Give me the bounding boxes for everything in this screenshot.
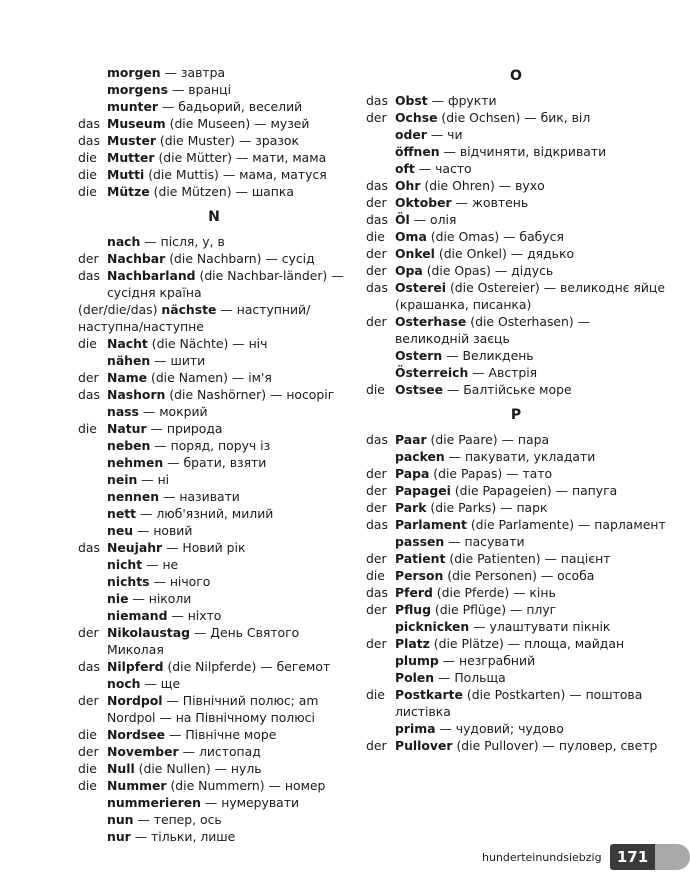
entry-translation: — чудовий; чудово [435,721,564,736]
entry-translation: — Балтійське море [443,382,572,397]
entry-article: die [366,568,385,583]
entry-translation: (die Opas) — дідусь [422,263,554,278]
entry-article: die [78,167,97,182]
entry-headword: Polen [395,670,435,685]
entry-translation: (die Ohren) — вухо [420,178,545,193]
dictionary-entry [366,516,666,533]
entry-headword: prima [395,721,436,736]
entry-translation: — новий [133,523,193,538]
entry-headword: Person [395,568,444,583]
entry-translation: (die Namen) — ім'я [147,370,272,385]
page-number-words: hunderteinundsiebzig [482,851,602,864]
dictionary-entry [366,279,666,313]
entry-translation: — Новий рік [162,540,246,555]
entry-headword: nein [107,472,138,487]
entry-headword: Onkel [395,246,435,261]
dictionary-entry [78,726,350,743]
dictionary-entry [366,160,666,177]
dictionary-entry [78,352,350,369]
entry-headword: Ochse [395,110,438,125]
entry-translation: — мокрий [138,404,208,419]
dictionary-entry [78,183,350,200]
entry-headword: Nummer [107,778,167,793]
dictionary-entry [78,301,350,335]
entry-headword: Mutter [107,150,155,165]
entry-translation: (die Osterhasen) — великодній заєць [395,314,591,346]
dictionary-entry [78,539,350,556]
dictionary-entry [78,760,350,777]
entry-article: das [366,93,388,108]
entry-article: der [366,263,387,278]
section-letter-heading: N [208,209,220,225]
entry-translation: (die Pullover) — пуловер, светр [452,738,658,753]
entry-translation: — листопад [178,744,261,759]
entry-translation: (die Ostereier) — великоднє яйце (крашанка, писанка) [395,280,665,312]
entry-translation: — шити [150,353,206,368]
entry-translation: (die Mützen) — шапка [149,184,294,199]
entry-translation: — бадьорий, веселий [158,99,303,114]
page-number: 171 [610,844,655,870]
entry-headword: Parlament [395,517,467,532]
entry-translation: (die Ochsen) — бик, віл [437,110,591,125]
entry-translation: — завтра [160,65,226,80]
entry-headword: Nilpferd [107,659,164,674]
entry-headword: Osterei [395,280,446,295]
entry-article: das [78,268,100,283]
entry-headword: Nordpol [107,693,163,708]
dictionary-entry [366,567,666,584]
entry-headword: Osterhase [395,314,467,329]
entry-headword: Opa [395,263,423,278]
entry-headword: nie [107,591,129,606]
entry-headword: Obst [395,93,428,108]
entry-headword: Platz [395,636,430,651]
entry-headword: nähen [107,353,151,368]
dictionary-entry [78,233,350,250]
entry-translation: — День Святого Миколая [107,625,300,657]
entry-translation: — улаштувати пікнік [469,619,611,634]
entry-translation: (die Plätze) — площа, майдан [429,636,625,651]
dictionary-entry [366,669,666,686]
entry-headword: Nacht [107,336,148,351]
dictionary-entry [366,635,666,652]
dictionary-entry [366,601,666,618]
entry-headword: munter [107,99,158,114]
entry-headword: Pflug [395,602,431,617]
entry-translation: (die Parks) — парк [426,500,548,515]
entry-translation: (die Mütter) — мати, мама [154,150,327,165]
entry-article: die [78,727,97,742]
dictionary-entry [78,624,350,658]
entry-translation: — ще [140,676,181,691]
entry-article: das [366,212,388,227]
entry-article: das [78,387,100,402]
dictionary-entry [78,335,350,352]
entry-translation: — часто [414,161,472,176]
dictionary-entry [78,437,350,454]
dictionary-entry [78,488,350,505]
dictionary-entry [366,381,666,398]
dictionary-entry [78,115,350,132]
entry-translation: (die Nachbarn) — сусід [165,251,315,266]
entry-headword: Papagei [395,483,451,498]
dictionary-entry [366,364,666,381]
entry-article: der [366,110,387,125]
dictionary-entry [78,590,350,607]
entry-headword: Ohr [395,178,421,193]
entry-article: das [78,659,100,674]
dictionary-entry [78,98,350,115]
dictionary-entry [78,369,350,386]
entry-headword: Paar [395,432,427,447]
dictionary-entry [366,618,666,635]
dictionary-entry [366,109,666,126]
dictionary-entry [366,533,666,550]
entry-headword: Nashorn [107,387,166,402]
entry-translation: (die Muttis) — мама, матуся [144,167,327,182]
entry-article: der [78,370,99,385]
entry-article: die [78,778,97,793]
entry-headword: nehmen [107,455,164,470]
section-letter-heading: O [510,68,522,84]
entry-translation: — тепер, ось [133,812,222,827]
entry-headword: Null [107,761,135,776]
entry-headword: Patient [395,551,446,566]
entry-article: das [366,178,388,193]
dictionary-entry [78,828,350,845]
entry-article: der [366,483,387,498]
entry-article: der [78,693,99,708]
entry-translation: — Великдень [442,348,534,363]
dictionary-entry [366,431,666,448]
dictionary-entry [366,482,666,499]
entry-translation: — люб'язний, милий [136,506,274,521]
dictionary-entry [78,250,350,267]
dictionary-entry [78,675,350,692]
dictionary-entry [78,471,350,488]
entry-headword: morgen [107,65,161,80]
entry-headword: plump [395,653,439,668]
entry-headword: Papa [395,466,430,481]
entry-headword: Ostsee [395,382,444,397]
entry-translation: — наступний/ наступна/наступне [78,302,311,334]
entry-headword: Muster [107,133,156,148]
entry-article: der [366,551,387,566]
entry-translation: (die Paare) — пара [426,432,550,447]
dictionary-entry [78,81,350,98]
entry-translation: (die Pferde) — кінь [432,585,556,600]
entry-headword: Ostern [395,348,443,363]
dictionary-entry [78,403,350,420]
entry-translation: (die Personen) — особа [443,568,595,583]
entry-headword: Postkarte [395,687,463,702]
entry-article: die [78,421,97,436]
entry-article: das [78,116,100,131]
entry-translation: — чи [426,127,463,142]
entry-translation: (die Onkel) — дядько [434,246,575,261]
dictionary-entry [78,573,350,590]
dictionary-entry [366,584,666,601]
dictionary-entry [366,347,666,364]
entry-translation: — ніхто [167,608,222,623]
entry-translation: (die Muster) — зразок [155,133,299,148]
entry-translation: — вранці [168,82,232,97]
entry-article: das [78,540,100,555]
dictionary-entry [78,743,350,760]
entry-translation: — відчиняти, відкривати [439,144,607,159]
entry-headword: nennen [107,489,160,504]
entry-translation: (die Pflüge) — плуг [430,602,557,617]
entry-translation: (die Patienten) — пацієнт [445,551,611,566]
entry-article: der [366,636,387,651]
entry-headword: nichts [107,574,150,589]
dictionary-entry [366,720,666,737]
entry-headword: neu [107,523,134,538]
entry-article: das [366,432,388,447]
entry-article: das [78,133,100,148]
entry-headword: neben [107,438,151,453]
section-letter-heading: P [510,407,522,423]
entry-headword: nächste [161,302,217,317]
entry-article: die [366,687,385,702]
entry-headword: niemand [107,608,168,623]
entry-headword: nur [107,829,131,844]
entry-article: der [366,738,387,753]
entry-headword: nass [107,404,139,419]
dictionary-entry [366,737,666,754]
entry-translation: (die Postkarten) — поштова листівка [395,687,643,719]
entry-article: (der/die/das) [78,302,158,317]
dictionary-entry [366,499,666,516]
entry-translation: — ні [137,472,170,487]
dictionary-entry [366,550,666,567]
entry-translation: — не [142,557,179,572]
entry-headword: Park [395,500,427,515]
entry-translation: (die Papas) — тато [429,466,553,481]
entry-headword: Name [107,370,148,385]
dictionary-entry [78,64,350,81]
entry-headword: morgens [107,82,169,97]
entry-article: das [366,585,388,600]
entry-translation: (die Nummern) — номер [166,778,326,793]
entry-article: der [78,625,99,640]
dictionary-entry [78,166,350,183]
entry-headword: nach [107,234,141,249]
dictionary-column-left [78,64,350,845]
entry-headword: picknicken [395,619,470,634]
entry-translation: — Північний полюс; am Nordpol — на Північному полюсі [107,693,319,725]
entry-headword: November [107,744,179,759]
entry-translation: — називати [159,489,240,504]
dictionary-entry [366,194,666,211]
entry-headword: nummerieren [107,795,201,810]
entry-translation: — нічого [149,574,211,589]
entry-translation: — ніколи [128,591,192,606]
dictionary-entry [78,522,350,539]
entry-translation: — олія [409,212,457,227]
dictionary-entry [366,652,666,669]
entry-article: der [366,246,387,261]
dictionary-entry [366,686,666,720]
entry-headword: Nordsee [107,727,166,742]
entry-translation: (die Nashörner) — носоріг [165,387,335,402]
entry-headword: Mutti [107,167,145,182]
entry-translation: (die Nachbar-länder) — сусідня країна [107,268,344,300]
entry-headword: Pullover [395,738,453,753]
dictionary-entry [366,262,666,279]
dictionary-entry [78,386,350,403]
entry-translation: — Північне море [165,727,277,742]
entry-translation: (die Nullen) — нуль [134,761,262,776]
entry-translation: — нумерувати [200,795,300,810]
entry-headword: Nachbar [107,251,166,266]
entry-headword: Neujahr [107,540,163,555]
entry-translation: (die Nilpferde) — бегемот [163,659,331,674]
dictionary-entry [366,448,666,465]
entry-article: die [78,336,97,351]
entry-article: die [366,382,385,397]
entry-translation: — Польща [434,670,506,685]
dictionary-entry [78,692,350,726]
dictionary-entry [78,794,350,811]
dictionary-entry [366,92,666,109]
dictionary-entry [366,228,666,245]
entry-article: der [366,466,387,481]
entry-headword: Nikolaustag [107,625,190,640]
entry-translation: — жовтень [451,195,529,210]
entry-headword: oder [395,127,427,142]
dictionary-column-right [366,64,666,754]
entry-translation: (die Omas) — бабуся [426,229,564,244]
entry-headword: nun [107,812,134,827]
entry-headword: Museum [107,116,166,131]
entry-headword: Pferd [395,585,433,600]
entry-headword: packen [395,449,445,464]
entry-headword: noch [107,676,141,691]
entry-article: das [366,280,388,295]
dictionary-entry [78,132,350,149]
entry-article: die [78,184,97,199]
dictionary-entry [366,126,666,143]
entry-translation: — брати, взяти [163,455,267,470]
entry-translation: (die Nächte) — ніч [147,336,268,351]
dictionary-entry [366,465,666,482]
dictionary-entry [78,811,350,828]
entry-article: das [366,517,388,532]
entry-article: die [78,761,97,776]
dictionary-entry [78,777,350,794]
entry-translation: — поряд, поруч із [150,438,271,453]
entry-headword: oft [395,161,415,176]
entry-translation: (die Parlamente) — парламент [466,517,666,532]
dictionary-entry [78,454,350,471]
entry-translation: — після, у, в [140,234,225,249]
dictionary-entry [366,245,666,262]
entry-headword: Österreich [395,365,469,380]
entry-article: der [78,744,99,759]
entry-headword: Oma [395,229,427,244]
entry-article: der [366,195,387,210]
entry-headword: Öl [395,212,410,227]
entry-headword: öffnen [395,144,440,159]
dictionary-entry [78,556,350,573]
entry-article: die [366,229,385,244]
dictionary-entry [78,607,350,624]
entry-translation: — фрукти [427,93,497,108]
entry-article: der [366,602,387,617]
entry-translation: — природа [146,421,223,436]
entry-article: der [366,314,387,329]
entry-article: die [78,150,97,165]
entry-headword: passen [395,534,445,549]
dictionary-entry [78,149,350,166]
dictionary-entry [78,505,350,522]
entry-article: der [78,251,99,266]
dictionary-entry [78,658,350,675]
dictionary-entry [78,420,350,437]
page-tab-decoration [655,844,690,870]
entry-translation: (die Museen) — музей [165,116,310,131]
entry-translation: (die Papageien) — папуга [450,483,618,498]
entry-article: der [366,500,387,515]
entry-headword: Mütze [107,184,150,199]
entry-translation: — Австрія [468,365,538,380]
entry-translation: — пакувати, укладати [444,449,596,464]
entry-translation: — тільки, лише [130,829,236,844]
dictionary-entry [366,211,666,228]
dictionary-entry [366,143,666,160]
entry-translation: — пасувати [444,534,525,549]
entry-headword: nett [107,506,137,521]
dictionary-entry [78,267,350,301]
dictionary-entry [366,177,666,194]
entry-translation: — незграбний [438,653,536,668]
entry-headword: Oktober [395,195,452,210]
entry-headword: Nachbarland [107,268,196,283]
entry-headword: Natur [107,421,147,436]
entry-headword: nicht [107,557,143,572]
dictionary-entry [366,313,666,347]
